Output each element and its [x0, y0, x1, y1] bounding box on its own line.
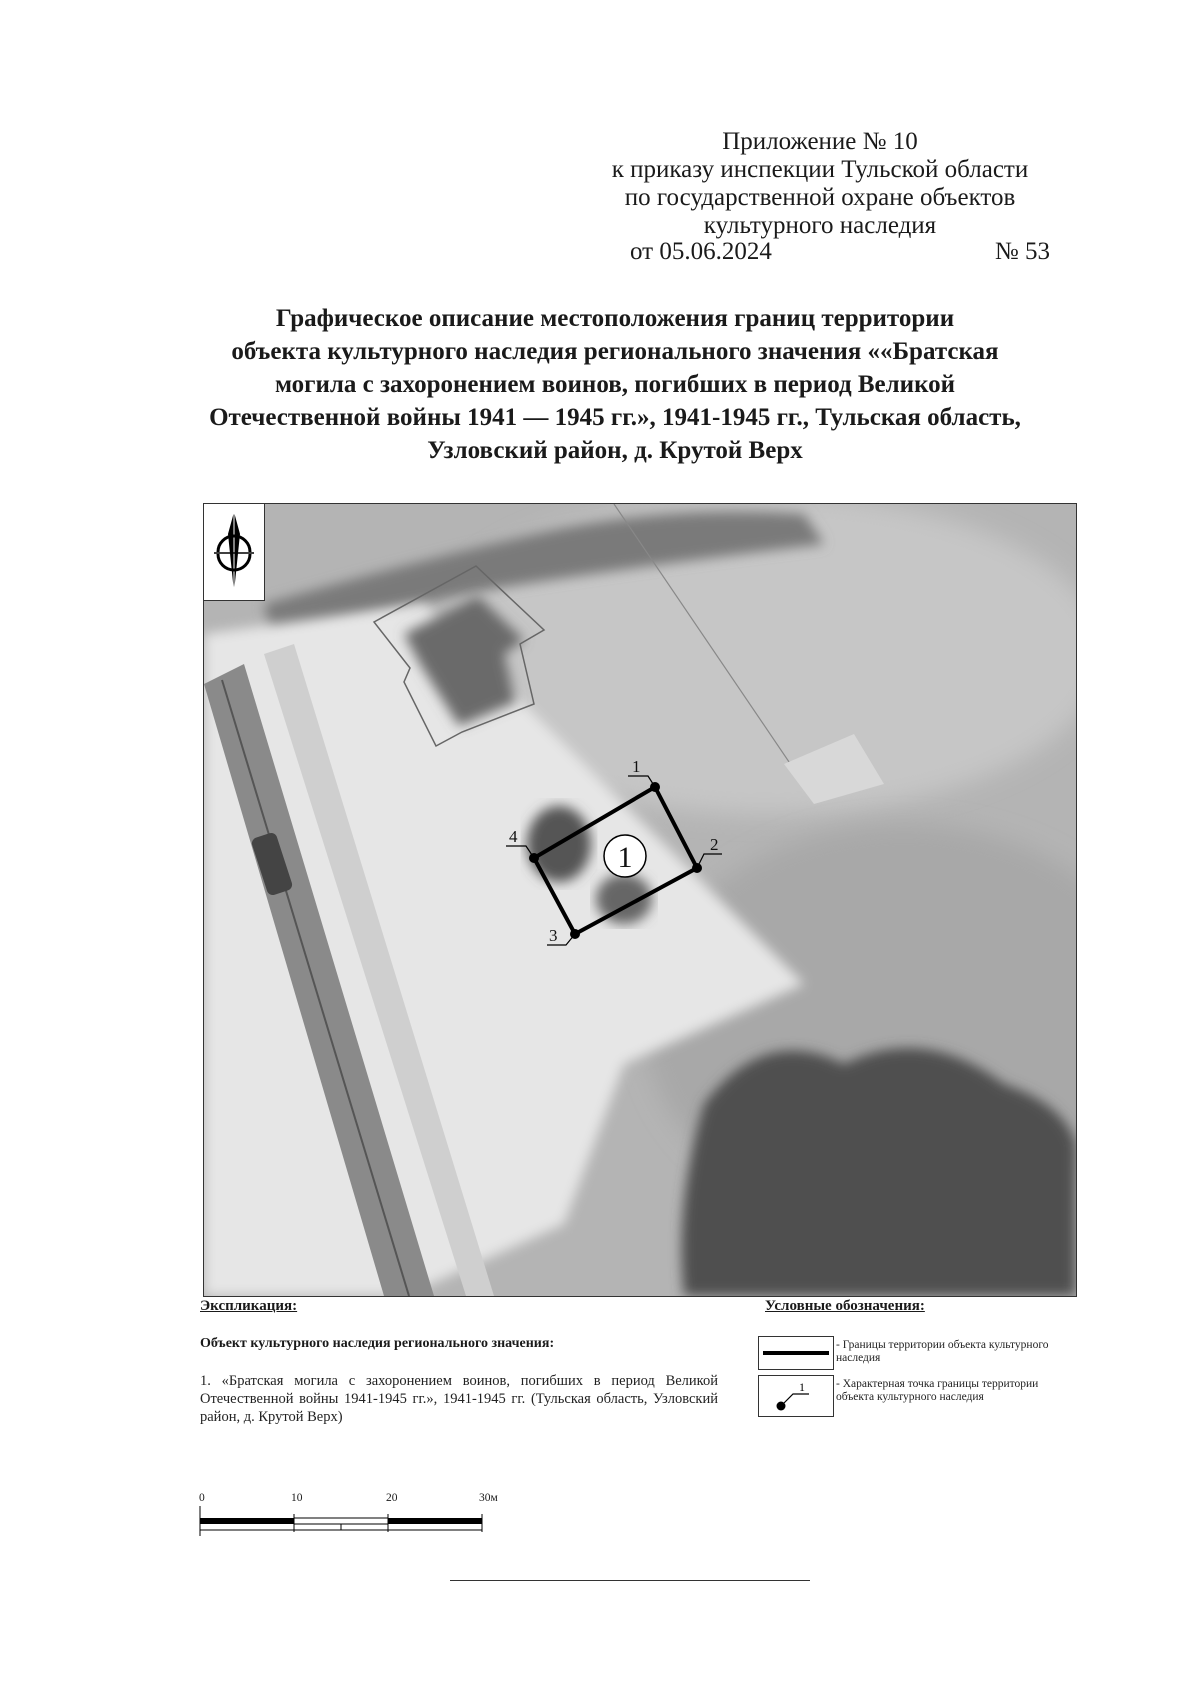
scale-tick-label: 20	[386, 1492, 398, 1504]
footer-rule	[450, 1580, 810, 1581]
order-line	[630, 238, 1050, 270]
compass-graphic	[204, 504, 264, 600]
explication-subheading: Объект культурного наследия регионального значения:	[200, 1336, 555, 1351]
north-arrow-icon	[204, 504, 265, 601]
legend-item-boundary: - Границы территории объекта культурного наследия	[836, 1339, 1049, 1364]
order-number: № 53	[994, 238, 1050, 265]
appendix-header	[520, 128, 1120, 240]
satellite-map	[203, 503, 1077, 1297]
title-line: Узловский район, д. Крутой Верх	[427, 437, 803, 464]
legend-boundary-swatch	[758, 1336, 834, 1370]
explication-heading: Экспликация:	[200, 1298, 298, 1314]
scale-tick-label: 0	[199, 1492, 205, 1504]
explication-text: 1. «Братская могила с захоронением воинов, погибших в период Великой Отечественной войны 1941-1945 гг.», 1941-1945 гг. (Тульская область, Узловский район, д. Крутой Верх)	[200, 1373, 718, 1425]
scale-tick-label: 10	[291, 1492, 303, 1504]
point-label: 2	[710, 835, 719, 854]
title-line: объекта культурного наследия регионального значения ««Братская	[231, 338, 999, 365]
boundary-point-icon	[759, 1376, 833, 1416]
legend-heading: Условные обозначения:	[765, 1298, 925, 1314]
document-title	[150, 302, 1080, 467]
title-line: Отечественной войны 1941 — 1945 гг.», 1941-1945 гг., Тульская область,	[209, 404, 1021, 431]
legend-point-swatch	[758, 1375, 834, 1417]
appendix-line: по государственной охране объектов	[624, 184, 1016, 211]
object-marker	[604, 835, 646, 877]
point-label: 4	[509, 827, 518, 846]
legend-point-number: 1	[799, 1380, 805, 1394]
boundary-line-icon	[759, 1337, 833, 1369]
legend-item-point: - Характерная точка границы территории объекта культурного наследия	[836, 1378, 1039, 1403]
scale-tick-label: 30м	[479, 1492, 498, 1504]
scale-graphic	[199, 1506, 519, 1542]
object-number: 1	[617, 841, 633, 874]
title-line: Графическое описание местоположения границ территории	[275, 305, 955, 332]
appendix-line: Приложение № 10	[722, 128, 918, 155]
point-label: 1	[632, 757, 641, 776]
scale-bar	[199, 1492, 519, 1542]
title-line: могила с захоронением воинов, погибших в период Великой	[274, 371, 956, 398]
point-label: 3	[549, 926, 558, 945]
appendix-line: к приказу инспекции Тульской области	[611, 156, 1029, 183]
map-graphics	[204, 504, 1076, 1296]
order-date: от 05.06.2024	[630, 238, 772, 265]
appendix-line: культурного наследия	[703, 212, 937, 239]
